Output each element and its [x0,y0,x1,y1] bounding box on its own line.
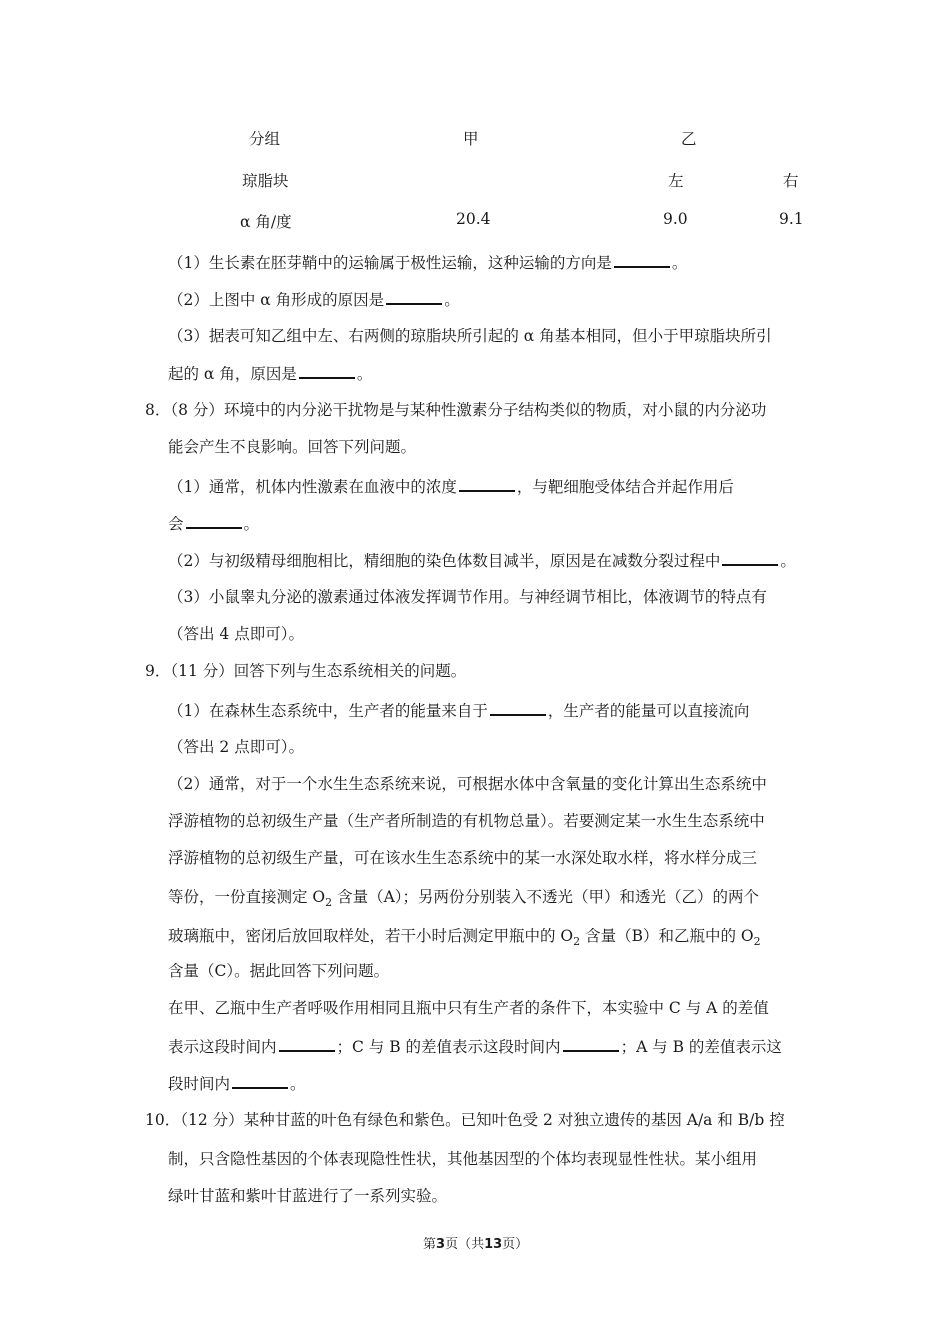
answer-blank[interactable] [186,513,242,529]
table-row-label-angle: α 角/度 [240,213,292,231]
table-row-label-agar: 琼脂块 [242,172,289,190]
answer-blank[interactable] [386,289,442,305]
table-cell-left-value: 9.0 [663,210,688,228]
q9-part2-line8: 表示这段时间内 ；C 与 B 的差值表示这段时间内 ；A 与 B 的差值表示这 [168,1038,782,1056]
table-cell-right-value: 9.1 [779,210,804,228]
table-header-jia: 甲 [463,130,479,148]
q8-part1-line1: （1）通常，机体内性激素在血液中的浓度 ，与靶细胞受体结合并起作用后 [168,478,734,496]
q9-part2-line3: 浮游植物的总初级生产量，可在该水生生态系统中的某一水深处取水样，将水样分成三 [168,849,758,867]
answer-blank[interactable] [490,700,546,716]
page-footer: 第3页（共13页） [423,1237,529,1252]
q7-part3-line1: （3）据表可知乙组中左、右两侧的琼脂块所引起的 α 角基本相同，但小于甲琼脂块所引 [168,327,772,345]
answer-blank[interactable] [299,363,355,379]
q9-part2-line1: （2）通常，对于一个水生生态系统来说，可根据水体中含氧量的变化计算出生态系统中 [168,775,767,793]
q8-part3-line1: （3）小鼠睾丸分泌的激素通过体液发挥调节作用。与神经调节相比，体液调节的特点有 [168,588,767,606]
table-header-yi: 乙 [681,130,697,148]
q8-part2: （2）与初级精母细胞相比，精细胞的染色体数目减半，原因是在减数分裂过程中 。 [168,552,796,570]
q9-part2-line9: 段时间内 。 [168,1075,306,1093]
q8-part3-line2: （答出 4 点即可）。 [168,625,304,643]
q9-part2-line7: 在甲、乙瓶中生产者呼吸作用相同且瓶中只有生产者的条件下，本实验中 C 与 A 的差值 [168,999,769,1017]
q9-part2-line5: 玻璃瓶中，密闭后放回取样处，若干小时后测定甲瓶中的 $O_2$ 含量（B）和乙瓶中的 $O_2$ [168,927,761,948]
answer-blank[interactable] [563,1036,619,1052]
q8-stem-line1: 8．（8 分）环境中的内分泌干扰物是与某种性激素分子结构类似的物质，对小鼠的内分泌功 [145,401,767,419]
q9-part2-line2: 浮游植物的总初级生产量（生产者所制造的有机物总量）。若要测定某一水生生态系统中 [168,812,765,830]
q8-stem-line2: 能会产生不良影响。回答下列问题。 [168,438,417,456]
table-cell-right: 右 [783,172,799,190]
current-page-number: 3 [436,1237,446,1252]
q9-part2-line6: 含量（C）。据此回答下列问题。 [168,962,390,980]
q10-stem-line3: 绿叶甘蓝和紫叶甘蓝进行了一系列实验。 [168,1187,448,1205]
table-cell-jia-value: 20.4 [456,210,491,228]
answer-blank[interactable] [232,1073,288,1089]
table-cell-left: 左 [668,172,684,190]
q9-stem: 9．（11 分）回答下列与生态系统相关的问题。 [145,662,467,680]
q9-part1-line1: （1）在森林生态系统中，生产者的能量来自于 ，生产者的能量可以直接流向 [168,702,750,720]
q7-part2: （2）上图中 α 角形成的原因是 。 [168,291,460,309]
total-page-number: 13 [484,1237,503,1252]
answer-blank[interactable] [459,476,515,492]
answer-blank[interactable] [614,252,670,268]
q7-part3-line2: 起的 α 角，原因是 。 [168,365,373,383]
q10-stem-line1: 10．（12 分）某种甘蓝的叶色有绿色和紫色。已知叶色受 2 对独立遗传的基因 A/a 和 B/b 控 [145,1111,785,1129]
q10-stem-line2: 制，只含隐性基因的个体表现隐性性状，其他基因型的个体均表现显性性状。某小组用 [168,1150,758,1168]
q7-part1: （1）生长素在胚芽鞘中的运输属于极性运输，这种运输的方向是 。 [168,254,688,272]
q9-part2-line4: 等份，一份直接测定 $O_2$ 含量（A）；另两份分别装入不透光（甲）和透光（乙）的两个 [168,888,760,909]
answer-blank[interactable] [279,1036,335,1052]
q9-part1-line2: （答出 2 点即可）。 [168,738,304,756]
table-header-group: 分组 [249,130,281,148]
answer-blank[interactable] [722,550,778,566]
q8-part1-line2: 会 。 [168,515,260,533]
